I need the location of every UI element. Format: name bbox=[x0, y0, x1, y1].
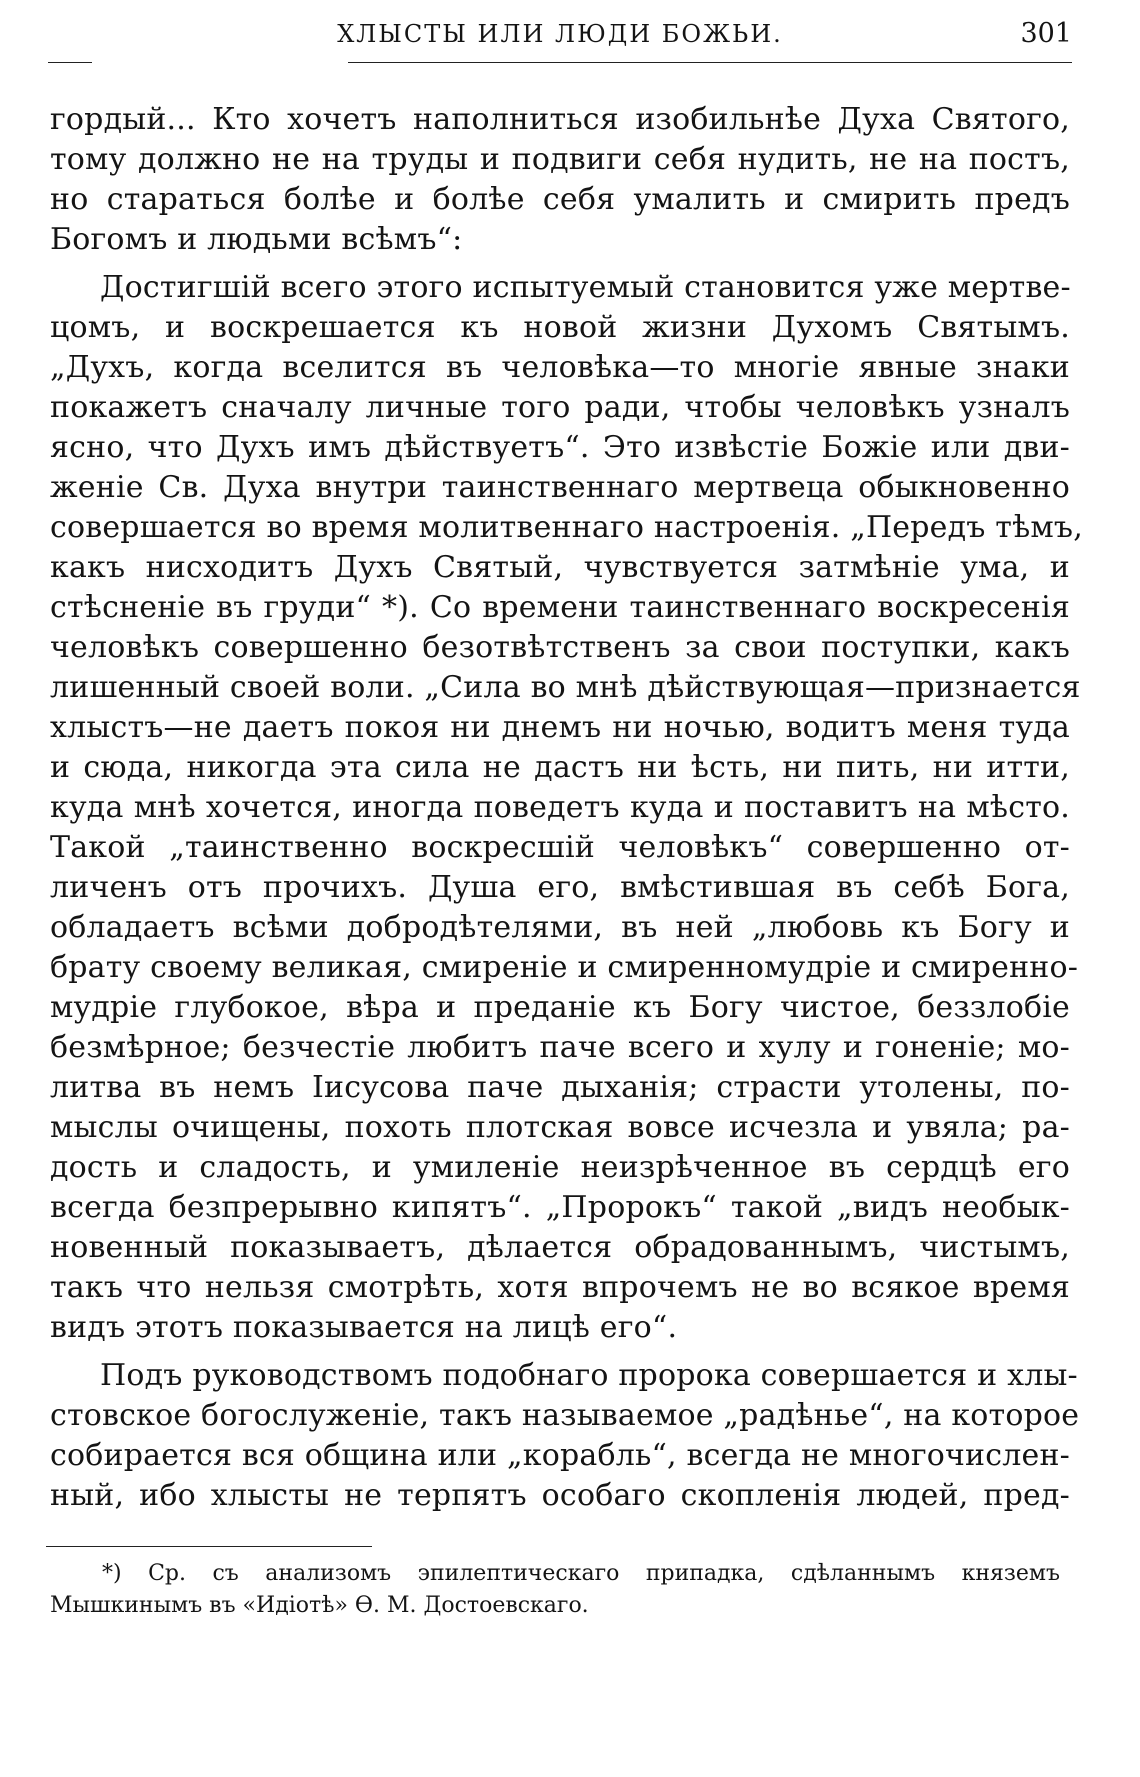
text-line: Такой „таинственно воскресшій человѣкъ“ совершенно от- bbox=[50, 830, 1070, 865]
text-line: такъ что нельзя смотрѣть, хотя впрочемъ не во всякое время bbox=[50, 1270, 1070, 1305]
text-line: ный, ибо хлысты не терпятъ особаго скопленія людей, пред- bbox=[50, 1478, 1070, 1513]
text-line: Достигшій всего этого испытуемый становится уже мертве- bbox=[100, 270, 1071, 305]
head-rule-left bbox=[48, 62, 92, 63]
text-line: личенъ отъ прочихъ. Душа его, вмѣстившая въ себѣ Бога, bbox=[50, 870, 1070, 905]
running-head bbox=[48, 14, 1072, 54]
text-line: мыслы очищены, похоть плотская вовсе исчезла и увяла; ра- bbox=[50, 1110, 1070, 1145]
body-text bbox=[50, 100, 1083, 1516]
text-line: хлыстъ—не даетъ покоя ни днемъ ни ночью, водитъ меня туда bbox=[50, 710, 1070, 745]
text-line: всегда безпрерывно кипятъ“. „Пророкъ“ такой „видъ необык- bbox=[50, 1190, 1070, 1225]
text-line: дость и сладость, и умиленіе неизрѣченное въ сердцѣ его bbox=[50, 1150, 1070, 1185]
text-line: Подъ руководствомъ подобнаго пророка совершается и хлы- bbox=[100, 1358, 1078, 1393]
text-line: совершается во время молитвеннаго настроенія. „Передъ тѣмъ, bbox=[50, 510, 1083, 545]
footnote-rule bbox=[46, 1546, 372, 1547]
text-line: литва въ немъ Іисусова паче дыханія; страсти утолены, по- bbox=[50, 1070, 1070, 1105]
text-line: „Духъ, когда вселится въ человѣка—то многіе явные знаки bbox=[50, 350, 1070, 385]
text-line: человѣкъ совершенно безотвѣтственъ за свои поступки, какъ bbox=[50, 630, 1070, 665]
paragraph-3 bbox=[50, 1356, 1080, 1516]
text-line: обладаетъ всѣми добродѣтелями, въ ней „любовь къ Богу и bbox=[50, 910, 1070, 945]
text-line: но стараться болѣе и болѣе себя умалить и смирить предъ bbox=[50, 182, 1070, 217]
text-line: лишенный своей воли. „Сила во мнѣ дѣйствующая—признается bbox=[50, 670, 1081, 705]
footnote bbox=[50, 1558, 1060, 1622]
text-line: гордый... Кто хочетъ наполниться изобильнѣе Духа Святого, bbox=[50, 102, 1070, 137]
head-rule-right bbox=[348, 62, 1072, 63]
running-title: ХЛЫСТЫ ИЛИ ЛЮДИ БОЖЬИ. bbox=[337, 20, 783, 48]
text-line: стѣсненіе въ груди“ *). Со времени таинственнаго воскресенія bbox=[50, 590, 1070, 625]
text-line: Богомъ и людьми всѣмъ“: bbox=[50, 222, 463, 257]
text-line: тому должно не на труды и подвиги себя нудить, не на постъ, bbox=[50, 142, 1070, 177]
text-line: брату своему великая, смиреніе и смиренномудріе и смиренно- bbox=[50, 950, 1079, 985]
footnote-line: Мышкинымъ въ «Идіотѣ» Ѳ. М. Достоевскаго. bbox=[50, 1593, 589, 1618]
page-number: 301 bbox=[1020, 18, 1072, 49]
text-line: ясно, что Духъ имъ дѣйствуетъ“. Это извѣстіе Божіе или дви- bbox=[50, 430, 1070, 465]
text-line: женіе Св. Духа внутри таинственнаго мертвеца обыкновенно bbox=[50, 470, 1070, 505]
text-line: цомъ, и воскрешается къ новой жизни Духомъ Святымъ. bbox=[50, 310, 1070, 345]
text-line: видъ этотъ показывается на лицѣ его“. bbox=[50, 1310, 678, 1345]
text-line: покажетъ сначалу личные того ради, чтобы человѣкъ узналъ bbox=[50, 390, 1070, 425]
text-line: новенный показываетъ, дѣлается обрадованнымъ, чистымъ, bbox=[50, 1230, 1070, 1265]
text-line: собирается вся община или „корабль“, всегда не многочислен- bbox=[50, 1438, 1070, 1473]
text-line: какъ нисходитъ Духъ Святый, чувствуется затмѣніе ума, и bbox=[50, 550, 1070, 585]
footnote-line: *) Ср. съ анализомъ эпилептическаго припадка, сдѣланнымъ княземъ bbox=[102, 1561, 1060, 1586]
paragraph-1 bbox=[50, 100, 1070, 260]
paragraph-2 bbox=[50, 268, 1083, 1348]
text-line: стовское богослуженіе, такъ называемое „радѣнье“, на которое bbox=[50, 1398, 1080, 1433]
text-line: безмѣрное; безчестіе любитъ паче всего и хулу и гоненіе; мо- bbox=[50, 1030, 1070, 1065]
text-line: мудріе глубокое, вѣра и преданіе къ Богу чистое, беззлобіе bbox=[50, 990, 1070, 1025]
text-line: и сюда, никогда эта сила не дастъ ни ѣсть, ни пить, ни итти, bbox=[50, 750, 1070, 785]
text-line: куда мнѣ хочется, иногда поведетъ куда и поставитъ на мѣсто. bbox=[50, 790, 1070, 825]
